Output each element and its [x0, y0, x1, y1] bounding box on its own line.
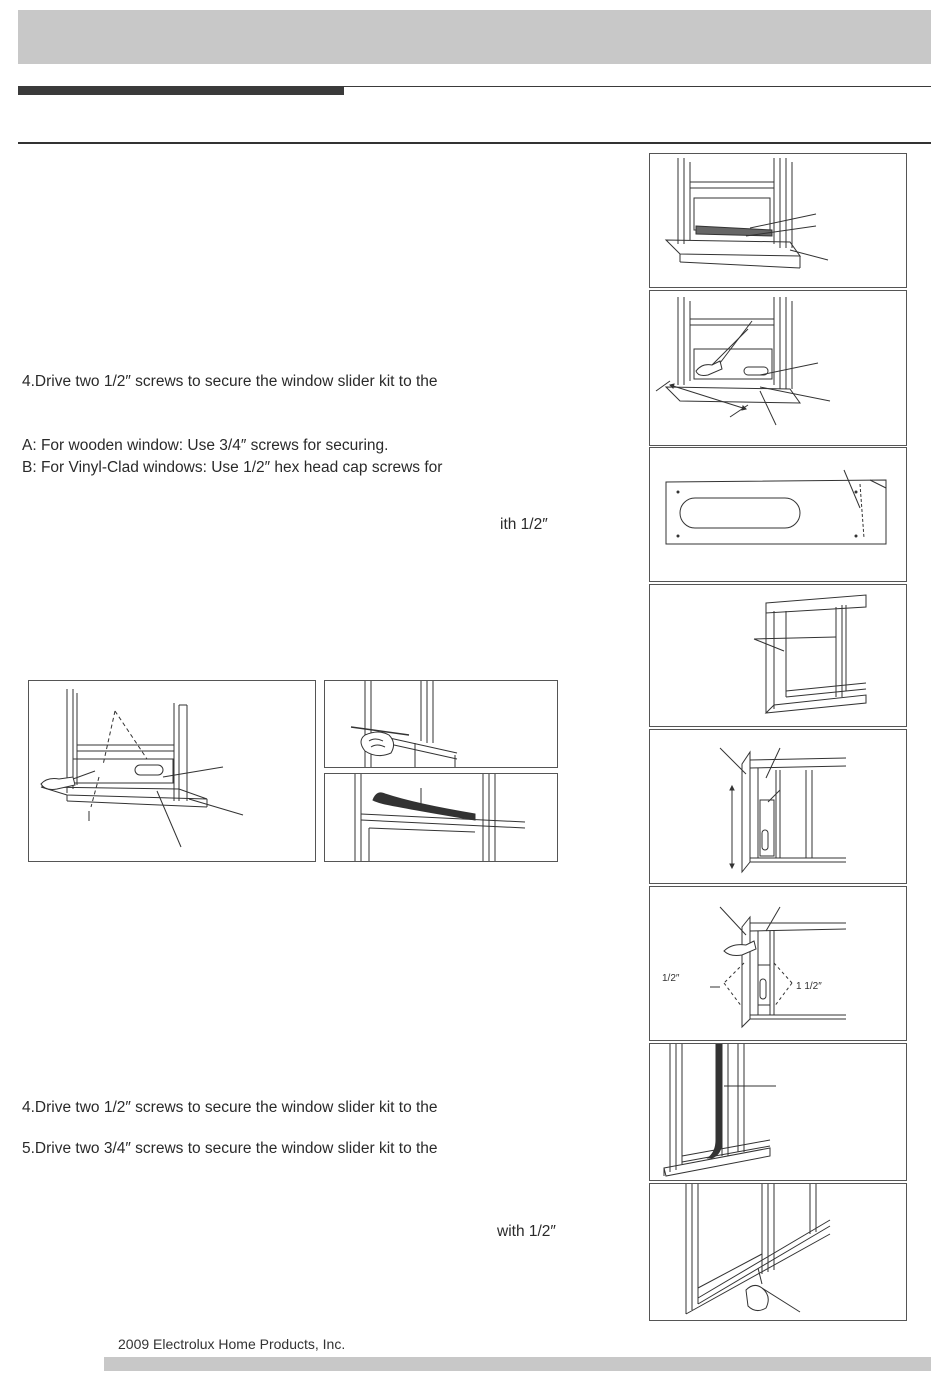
slider-kit-placement-illustration	[649, 290, 907, 446]
section-rule-thick	[18, 86, 344, 95]
slider-screw-install-illustration	[649, 886, 907, 1041]
note-a-text: A: For wooden window: Use 3/4″ screws for securing.	[22, 437, 389, 454]
screw-drive-illustration	[324, 680, 558, 768]
text-fragment: ith 1/2″	[500, 516, 548, 533]
slider-vertical-measure-illustration	[649, 729, 907, 884]
step-4-text-2: 4.Drive two 1/2″ screws to secure the window slider kit to the	[22, 1099, 438, 1116]
copyright-text: 2009 Electrolux Home Products, Inc.	[118, 1336, 346, 1352]
screw-sliding-window-illustration	[649, 1183, 907, 1321]
window-kit-install-illustration	[28, 680, 316, 862]
footer-bar	[104, 1357, 931, 1371]
foam-seal-illustration	[324, 773, 558, 862]
dimension-label-right: 1 1/2″	[796, 981, 822, 992]
window-sill-illustration	[649, 153, 907, 288]
section-divider	[18, 142, 931, 144]
section-rule-thin	[344, 86, 931, 87]
step-5-text: 5.Drive two 3/4″ screws to secure the window slider kit to the	[22, 1140, 438, 1157]
dimension-label-left: 1/2″	[662, 973, 680, 984]
note-b-text: B: For Vinyl-Clad windows: Use 1/2″ hex head cap screws for	[22, 459, 443, 476]
slider-panel-illustration	[649, 447, 907, 582]
step-4-text: 4.Drive two 1/2″ screws to secure the window slider kit to the	[22, 373, 438, 390]
sliding-window-track-illustration	[649, 584, 907, 727]
foam-seal-sliding-window-illustration	[649, 1043, 907, 1181]
header-bar	[18, 10, 931, 64]
text-fragment-2: with 1/2″	[497, 1223, 556, 1240]
